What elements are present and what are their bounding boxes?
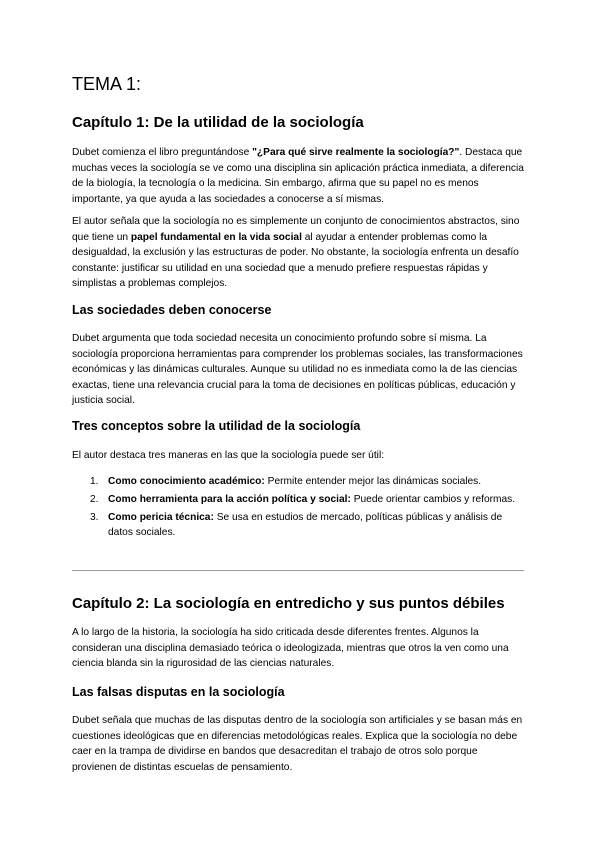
section-title-tres-conceptos: Tres conceptos sobre la utilidad de la sociología bbox=[72, 419, 361, 433]
section-title-sociedades: Las sociedades deben conocerse bbox=[72, 303, 272, 317]
chapter-2-title: Capítulo 2: La sociología en entredicho y sus puntos débiles bbox=[72, 595, 505, 612]
bold-phrase: papel fundamental en la vida social bbox=[130, 231, 302, 243]
concepts-list bbox=[72, 474, 524, 543]
list-item-bold: Como pericia técnica: bbox=[108, 511, 214, 523]
list-number: 3. bbox=[90, 511, 99, 523]
bold-question: "¿Para qué sirve realmente la sociología?" bbox=[252, 147, 460, 158]
list-item bbox=[72, 474, 524, 490]
list-item-text: Permite entender mejor las dinámicas sociales. bbox=[264, 476, 482, 487]
paragraph-text: al ayudar a entender problemas como la desigualdad, la exclusión y las estructuras de poder. No obstante, la sociología enfrenta un desafío constante: justificar su utilidad en una sociedad que a menudo prefiere respuestas rápidas y simplistas a problemas complejos. bbox=[72, 231, 519, 290]
list-number: 2. bbox=[90, 493, 99, 505]
chapter-1-title: Capítulo 1: De la utilidad de la sociología bbox=[72, 114, 364, 131]
tema-heading: TEMA 1: bbox=[72, 74, 142, 94]
section-intro-tres-conceptos: El autor destaca tres maneras en las que la sociología puede ser útil: bbox=[72, 450, 385, 461]
section-paragraph-sociedades: Dubet argumenta que toda sociedad necesita un conocimiento profundo sobre sí misma. La sociología proporciona herramientas para comprender los problemas sociales, las transformaciones económicas y las dinámicas culturales. Aunque su utilidad no es inmediata como la de las ciencias exactas, tiene una relevancia crucial para la toma de decisiones en políticas públicas, educación y justicia social. bbox=[72, 333, 523, 407]
section-paragraph-falsas-disputas: Dubet señala que muchas de las disputas dentro de la sociología son artificiales y se basan más en cuestiones ideológicas que en diferencias metodológicas reales. Explica que la sociología no debe caer en la trampa de dividirse en bandos que desacreditan el trabajo de otros solo porque provienen de distintas escuelas de pensamiento. bbox=[72, 715, 523, 773]
chapter-1-paragraph-1 bbox=[72, 145, 524, 207]
chapter-1-paragraph-2 bbox=[72, 214, 524, 292]
section-divider bbox=[72, 570, 524, 571]
list-item-text: Se usa en estudios de mercado, políticas públicas y análisis de datos sociales. bbox=[108, 511, 503, 539]
list-number: 1. bbox=[90, 476, 99, 487]
list-item bbox=[72, 492, 524, 508]
section-title-falsas-disputas: Las falsas disputas en la sociología bbox=[72, 685, 285, 699]
chapter-2-paragraph-1: A lo largo de la historia, la sociología ha sido criticada desde diferentes frentes. Algunos la consideran una disciplina demasiado teórica o ideologizada, mientras que otros la ven como una ciencia blanda sin la rigurosidad de las ciencias naturales. bbox=[72, 627, 509, 670]
list-item bbox=[72, 510, 524, 541]
paragraph-text: . Destaca que muchas veces la sociología se ve como una disciplina sin aplicación práctica inmediata, a diferencia de la biología, la tecnología o la medicina. Sin embargo, afirma que su papel no es menos importante, ya que ayuda a las sociedades a conocerse a sí mismas. bbox=[72, 147, 524, 205]
list-item-bold: Como herramienta para la acción política y social: bbox=[108, 493, 351, 505]
list-item-text: Puede orientar cambios y reformas. bbox=[350, 493, 516, 505]
paragraph-text: El autor señala que la sociología no es simplemente un conjunto de conocimientos abstractos, sino que tiene un bbox=[72, 216, 520, 243]
list-item-bold: Como conocimiento académico: bbox=[108, 476, 265, 487]
paragraph-text: Dubet comienza el libro preguntándose bbox=[72, 147, 253, 158]
